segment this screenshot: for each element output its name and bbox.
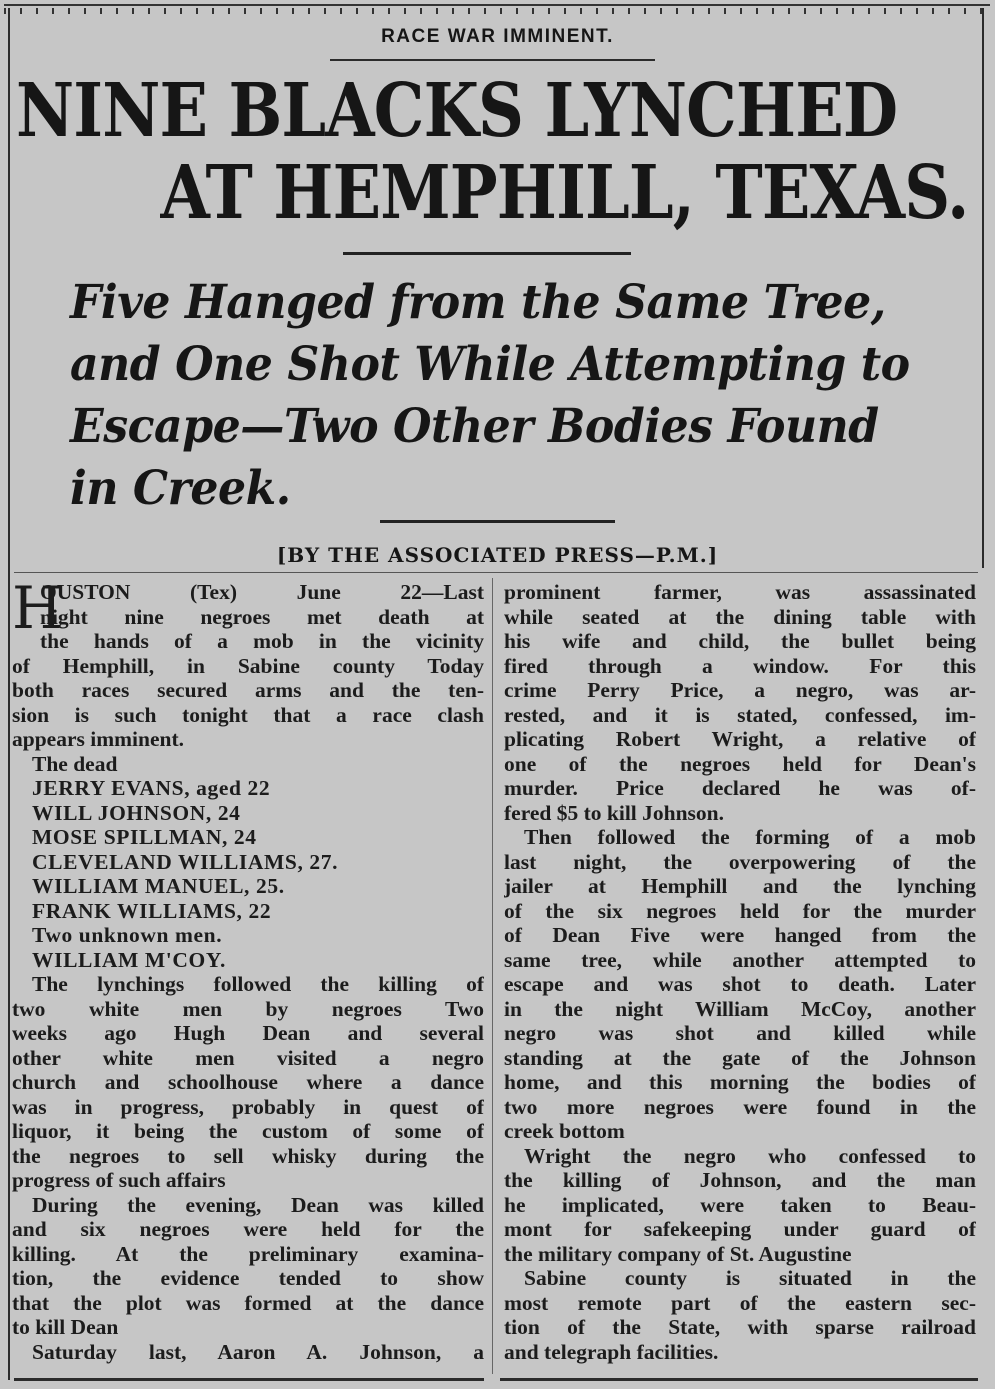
article-line: home, and this morning the bodies of <box>504 1070 976 1094</box>
article-line: Sabine county is situated in the <box>524 1266 976 1290</box>
article-line: weeks ago Hugh Dean and several <box>12 1021 484 1045</box>
headline-line-1: NINE BLACKS LYNCHED <box>16 68 898 154</box>
article-line: most remote part of the eastern sec- <box>504 1290 976 1315</box>
dead-list-item: JERRY EVANS, aged 22 <box>32 776 271 800</box>
article-line: both races secured arms and the ten- <box>12 678 484 702</box>
kicker-heading: RACE WAR IMMINENT. <box>381 26 614 47</box>
byline: [BY THE ASSOCIATED PRESS—P.M.] <box>276 543 719 567</box>
dead-list-item: MOSE SPILLMAN, 24 <box>32 825 257 849</box>
column-divider <box>492 578 493 1374</box>
article-line: church and schoolhouse where a dance <box>12 1070 484 1094</box>
article-line: in the night William McCoy, another <box>504 996 976 1021</box>
right-paragraph-2 <box>504 825 976 1144</box>
article-line: of Dean Five were hanged from the <box>504 923 976 947</box>
bottom-rule-right <box>500 1378 978 1381</box>
article-line: rested, and it is stated, confessed, im- <box>504 702 976 727</box>
lead-line: OUSTON (Tex) June 22—Last <box>40 580 484 604</box>
article-line: last night, the overpowering of the <box>504 849 976 874</box>
article-line: two more negroes were found in the <box>504 1094 976 1119</box>
left-paragraph-4 <box>12 1340 484 1365</box>
subheadline-deck <box>70 272 916 520</box>
left-paragraph-2 <box>12 972 484 1193</box>
deck-divider <box>380 520 615 523</box>
main-headline <box>16 68 969 236</box>
article-line: escape and was shot to death. Later <box>504 972 976 996</box>
article-line: mont for safekeeping under guard of <box>504 1217 976 1241</box>
deck-line: Five Hanged from the Same Tree, <box>70 275 886 330</box>
dead-list-item: WILLIAM MANUEL, 25. <box>32 874 285 898</box>
dead-heading: The dead <box>32 751 118 776</box>
article-line: murder. Price declared he was of- <box>504 776 976 800</box>
article-line: progress of such affairs <box>12 1168 226 1192</box>
article-line: killing. At the preliminary examina- <box>12 1241 484 1266</box>
article-line: the negroes to sell whisky during the <box>12 1143 484 1168</box>
article-line: plicating Robert Wright, a relative of <box>504 727 976 751</box>
article-line: jailer at Hemphill and the lynching <box>504 874 976 898</box>
dead-list-item: FRANK WILLIAMS, 22 <box>32 898 272 923</box>
article-line: Saturday last, Aaron A. Johnson, a <box>32 1339 484 1364</box>
article-column-left <box>12 574 484 1364</box>
top-ornamental-border <box>4 4 990 16</box>
article-line: negro was shot and killed while <box>504 1021 976 1045</box>
kicker-underline <box>330 59 655 61</box>
article-line: the killing of Johnson, and the man <box>504 1168 976 1192</box>
article-line: standing at the gate of the Johnson <box>504 1045 976 1070</box>
article-line: he implicated, were taken to Beau- <box>504 1192 976 1217</box>
lead-line: the hands of a mob in the vicinity <box>40 629 484 653</box>
article-line: was in progress, probably in quest of <box>12 1094 484 1119</box>
article-line: appears imminent. <box>12 727 184 751</box>
byline-rule <box>14 572 978 573</box>
dead-list <box>12 776 484 972</box>
headline-line-2: AT HEMPHILL, TEXAS. <box>160 150 969 236</box>
left-border-rule <box>8 8 10 1380</box>
article-line: of the six negroes held for the murder <box>504 898 976 923</box>
deck-line: and One Shot While Attempting to <box>70 337 910 392</box>
article-line: Then followed the forming of a mob <box>524 825 976 849</box>
left-paragraph-3 <box>12 1193 484 1340</box>
article-line: sion is such tonight that a race clash <box>12 702 484 727</box>
headline-divider <box>343 252 631 255</box>
dead-list-item: WILLIAM M'COY. <box>32 947 226 972</box>
article-line: the military company of St. Augustine <box>504 1241 852 1266</box>
article-line: his wife and child, the bullet being <box>504 629 976 653</box>
deck-line: in Creek. <box>70 461 291 516</box>
left-paragraph-1 <box>12 654 484 752</box>
article-column-right <box>504 580 976 1364</box>
article-line: creek bottom <box>504 1119 625 1143</box>
article-line: and telegraph facilities. <box>504 1339 719 1364</box>
lead-paragraph <box>12 574 484 654</box>
article-line: to kill Dean <box>12 1315 119 1339</box>
article-line: other white men visited a negro <box>12 1045 484 1070</box>
bottom-rule-left <box>14 1378 484 1381</box>
article-line: while seated at the dining table with <box>504 604 976 629</box>
article-line: prominent farmer, was assassinated <box>504 580 976 604</box>
article-line: Wright the negro who confessed to <box>524 1143 976 1168</box>
article-line: crime Perry Price, a negro, was ar- <box>504 678 976 702</box>
right-paragraph-1 <box>504 580 976 825</box>
article-line: liquor, it being the custom of some of <box>12 1119 484 1143</box>
dead-list-item: WILL JOHNSON, 24 <box>32 800 241 825</box>
right-paragraph-4 <box>504 1266 976 1364</box>
right-paragraph-3 <box>504 1144 976 1267</box>
article-line: During the evening, Dean was killed <box>32 1192 484 1217</box>
article-line: tion of the State, with sparse railroad <box>504 1315 976 1339</box>
article-line: tion, the evidence tended to show <box>12 1266 484 1290</box>
article-line: The lynchings followed the killing of <box>32 972 484 996</box>
dead-list-item: CLEVELAND WILLIAMS, 27. <box>32 849 339 874</box>
article-line: that the plot was formed at the dance <box>12 1290 484 1315</box>
article-line: fered $5 to kill Johnson. <box>504 800 725 825</box>
article-line: same tree, while another attempted to <box>504 947 976 972</box>
article-line: and six negroes were held for the <box>12 1217 484 1241</box>
article-line: two white men by negroes Two <box>12 996 484 1021</box>
drop-cap: H <box>12 574 63 642</box>
lead-line: night nine negroes met death at <box>40 604 484 629</box>
article-line: fired through a window. For this <box>504 653 976 678</box>
deck-line: Escape—Two Other Bodies Found <box>70 399 879 454</box>
dead-list-item: Two unknown men. <box>32 923 223 947</box>
article-line: of Hemphill, in Sabine county Today <box>12 653 484 678</box>
right-border-rule <box>982 8 984 568</box>
article-line: one of the negroes held for Dean's <box>504 751 976 776</box>
